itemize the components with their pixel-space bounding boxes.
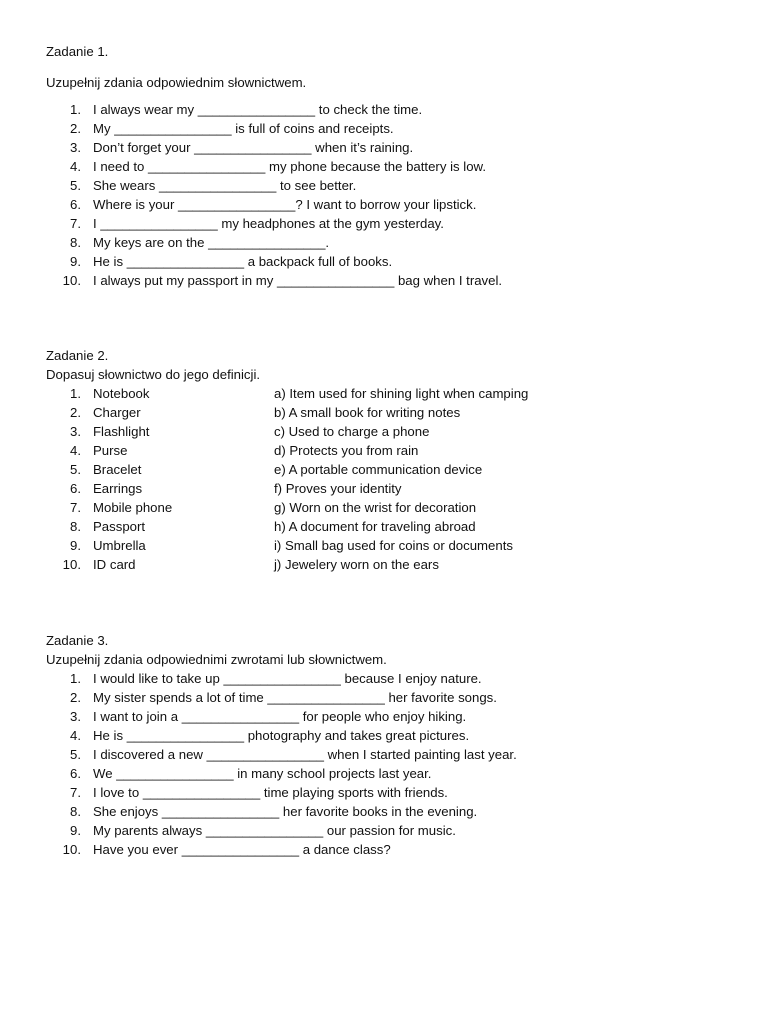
item-definition: d) Protects you from rain — [274, 443, 419, 458]
item-sentence: I always wear my ________________ to check the time. — [93, 102, 423, 117]
list-item — [46, 138, 726, 157]
item-definition: b) A small book for writing notes — [274, 405, 461, 420]
item-sentence: We ________________ in many school projects last year. — [93, 766, 432, 781]
list-item — [46, 707, 726, 726]
item-number: 4. — [70, 443, 81, 458]
list-item — [46, 195, 726, 214]
item-number: 3. — [70, 424, 81, 439]
item-term: Flashlight — [93, 424, 150, 439]
item-number: 5. — [70, 747, 81, 762]
item-sentence: He is ________________ photography and takes great pictures. — [93, 728, 470, 743]
item-number: 6. — [70, 197, 81, 212]
item-number: 2. — [70, 690, 81, 705]
item-number: 2. — [70, 405, 81, 420]
item-definition: h) A document for traveling abroad — [274, 519, 476, 534]
item-sentence: He is ________________ a backpack full of books. — [93, 254, 393, 269]
list-item — [46, 669, 726, 688]
item-number: 8. — [70, 235, 81, 250]
item-definition: a) Item used for shining light when camping — [274, 386, 529, 401]
list-item — [46, 802, 726, 821]
item-sentence: I would like to take up ________________ because I enjoy nature. — [93, 671, 482, 686]
list-item — [46, 100, 726, 119]
item-number: 6. — [70, 481, 81, 496]
item-sentence: Where is your ________________? I want to borrow your lipstick. — [93, 197, 477, 212]
item-sentence: My sister spends a lot of time ________________ her favorite songs. — [93, 690, 497, 705]
list-item — [46, 783, 726, 802]
exercise-2-instruction: Dopasuj słownictwo do jego definicji. — [46, 367, 261, 382]
item-definition: e) A portable communication device — [274, 462, 483, 477]
list-item — [46, 688, 726, 707]
item-number: 5. — [70, 178, 81, 193]
exercise-2 — [46, 346, 726, 574]
list-item — [46, 176, 726, 195]
list-item — [46, 460, 726, 479]
list-item — [46, 498, 726, 517]
item-term: Mobile phone — [93, 500, 173, 515]
item-term: Earrings — [93, 481, 143, 496]
list-item — [46, 441, 726, 460]
exercise-3-title: Zadanie 3. — [46, 633, 109, 648]
item-sentence: My keys are on the ________________. — [93, 235, 330, 250]
list-item — [46, 422, 726, 441]
item-number: 8. — [70, 804, 81, 819]
list-item — [46, 821, 726, 840]
item-number: 3. — [70, 140, 81, 155]
list-item — [46, 555, 726, 574]
item-number: 3. — [70, 709, 81, 724]
item-term: ID card — [93, 557, 136, 572]
item-number: 1. — [70, 386, 81, 401]
list-item — [46, 119, 726, 138]
item-sentence: I need to ________________ my phone because the battery is low. — [93, 159, 486, 174]
item-number: 9. — [70, 538, 81, 553]
item-number: 9. — [70, 254, 81, 269]
item-number: 10. — [62, 557, 81, 572]
item-sentence: She wears ________________ to see better. — [93, 178, 357, 193]
item-definition: j) Jewelery worn on the ears — [274, 557, 439, 572]
list-item — [46, 157, 726, 176]
exercise-2-list — [46, 384, 726, 574]
list-item — [46, 745, 726, 764]
item-sentence: My ________________ is full of coins and receipts. — [93, 121, 394, 136]
item-sentence: I discovered a new ________________ when I started painting last year. — [93, 747, 517, 762]
item-number: 2. — [70, 121, 81, 136]
list-item — [46, 384, 726, 403]
item-number: 4. — [70, 159, 81, 174]
item-definition: c) Used to charge a phone — [274, 424, 430, 439]
exercise-2-title: Zadanie 2. — [46, 348, 109, 363]
exercise-3 — [46, 631, 726, 859]
item-sentence: I want to join a ________________ for people who enjoy hiking. — [93, 709, 467, 724]
item-term: Notebook — [93, 386, 150, 401]
list-item — [46, 764, 726, 783]
item-number: 8. — [70, 519, 81, 534]
item-definition: i) Small bag used for coins or documents — [274, 538, 513, 553]
item-definition: f) Proves your identity — [274, 481, 402, 496]
item-number: 6. — [70, 766, 81, 781]
item-sentence: Don’t forget your ________________ when it’s raining. — [93, 140, 414, 155]
item-sentence: Have you ever ________________ a dance class? — [93, 842, 391, 857]
item-definition: g) Worn on the wrist for decoration — [274, 500, 477, 515]
exercise-3-list — [46, 669, 726, 859]
exercise-1-list — [46, 100, 726, 290]
list-item — [46, 403, 726, 422]
item-sentence: I love to ________________ time playing sports with friends. — [93, 785, 448, 800]
item-term: Charger — [93, 405, 141, 420]
list-item — [46, 233, 726, 252]
list-item — [46, 536, 726, 555]
item-term: Passport — [93, 519, 146, 534]
item-number: 5. — [70, 462, 81, 477]
exercise-1 — [46, 42, 726, 290]
item-number: 10. — [62, 273, 81, 288]
item-sentence: I always put my passport in my ________________ bag when I travel. — [93, 273, 503, 288]
item-sentence: She enjoys ________________ her favorite books in the evening. — [93, 804, 478, 819]
exercise-1-title: Zadanie 1. — [46, 44, 109, 59]
item-term: Bracelet — [93, 462, 142, 477]
item-sentence: My parents always ________________ our passion for music. — [93, 823, 456, 838]
list-item — [46, 840, 726, 859]
item-number: 1. — [70, 671, 81, 686]
item-sentence: I ________________ my headphones at the gym yesterday. — [93, 216, 444, 231]
list-item — [46, 726, 726, 745]
list-item — [46, 214, 726, 233]
item-number: 7. — [70, 785, 81, 800]
item-number: 7. — [70, 500, 81, 515]
list-item — [46, 517, 726, 536]
item-number: 10. — [62, 842, 81, 857]
item-number: 9. — [70, 823, 81, 838]
list-item — [46, 271, 726, 290]
list-item — [46, 252, 726, 271]
item-number: 7. — [70, 216, 81, 231]
exercise-3-instruction: Uzupełnij zdania odpowiednimi zwrotami lub słownictwem. — [46, 652, 387, 667]
item-term: Umbrella — [93, 538, 146, 553]
exercise-1-instruction: Uzupełnij zdania odpowiednim słownictwem. — [46, 75, 307, 90]
item-number: 4. — [70, 728, 81, 743]
list-item — [46, 479, 726, 498]
item-term: Purse — [93, 443, 128, 458]
item-number: 1. — [70, 102, 81, 117]
